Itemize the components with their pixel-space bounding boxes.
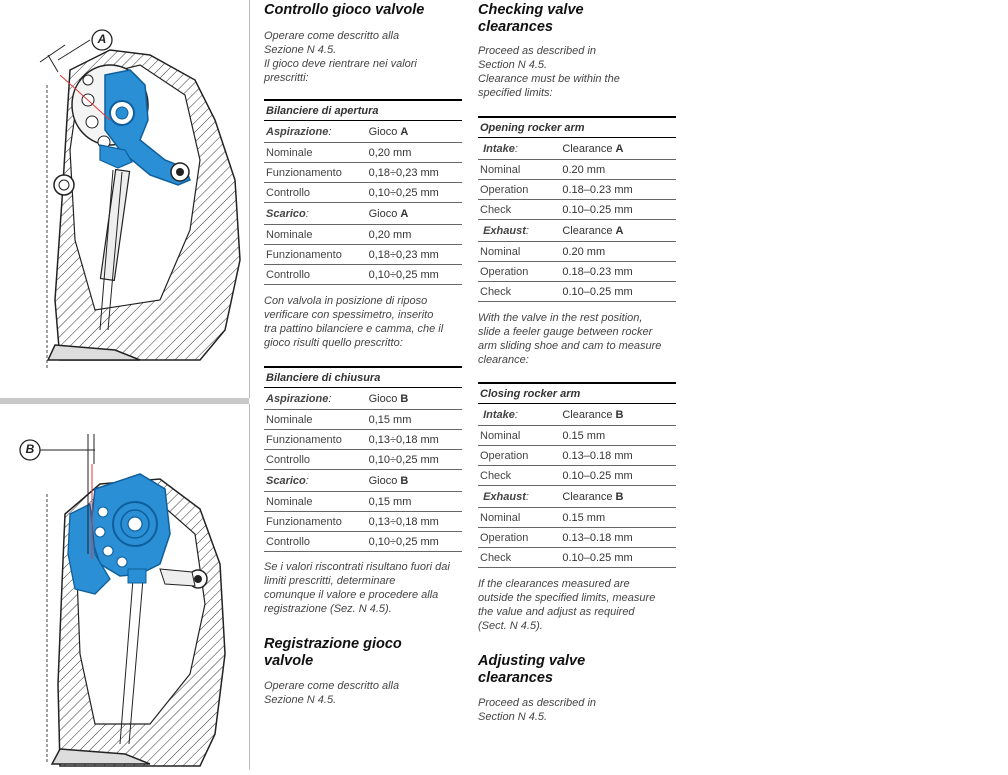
table-row: Controllo 0,10÷0,25 mm: [264, 532, 462, 552]
table-title: Closing rocker arm: [478, 383, 676, 404]
group-label: Exhaust:: [478, 220, 560, 242]
en-closing-table: [478, 382, 676, 568]
table-row: Nominale 0,15 mm: [264, 492, 462, 512]
clearance-label: Gioco A: [367, 121, 462, 143]
table-row: Check 0.10–0.25 mm: [478, 466, 676, 486]
en-intro-line: specified limits:: [478, 87, 553, 99]
en-title1-line: Checking valve: [478, 2, 584, 18]
table-row: Operation 0.13–0.18 mm: [478, 446, 676, 466]
clearance-label: Clearance B: [560, 486, 676, 508]
group-label: Aspirazione:: [264, 121, 367, 143]
en-title-checking: [478, 2, 678, 36]
table-row: Controllo 0,10÷0,25 mm: [264, 183, 462, 203]
table-title: Bilanciere di chiusura: [264, 367, 462, 388]
it-end-line: Operare come descritto alla: [264, 680, 400, 692]
en-after-line: outside the specified limits, measure: [478, 592, 656, 604]
clearance-label: Gioco A: [367, 203, 462, 225]
closing-rocker-diagram: [0, 404, 249, 770]
illustration-opening-rocker: [0, 0, 250, 398]
table-row: Nominale 0,15 mm: [264, 410, 462, 430]
table-row: Nominal 0.20 mm: [478, 242, 676, 262]
clearance-label: Gioco B: [367, 470, 462, 492]
en-title-adjusting: [478, 653, 678, 687]
clearance-label: Clearance A: [560, 138, 676, 160]
it-mid-line: verificare con spessimetro, inserito: [264, 309, 434, 321]
it-title-checking: Controllo gioco valvole: [264, 2, 425, 18]
group-label: Intake:: [478, 138, 560, 160]
it-measure-text: [264, 294, 469, 350]
en-title2-line: Adjusting valve: [478, 653, 586, 669]
table-row: Nominal 0.15 mm: [478, 508, 676, 528]
en-after-line: (Sect. N 4.5).: [478, 620, 543, 632]
table-row: Funzionamento 0,18÷0,23 mm: [264, 163, 462, 183]
en-end-line: Section N 4.5.: [478, 711, 548, 723]
table-row: Funzionamento 0,13÷0,18 mm: [264, 430, 462, 450]
group-label: Scarico:: [264, 203, 367, 225]
table-row: Funzionamento 0,18÷0,23 mm: [264, 245, 462, 265]
en-mid-line: clearance:: [478, 354, 529, 366]
table-row: Check 0.10–0.25 mm: [478, 200, 676, 220]
en-intro: [478, 44, 678, 100]
en-intro-line: Proceed as described in: [478, 45, 597, 57]
clearance-label: Clearance A: [560, 220, 676, 242]
it-title-adjusting: [264, 636, 464, 670]
it-after-line: limiti prescritti, determinare: [264, 575, 396, 587]
illustration-closing-rocker: [0, 404, 250, 770]
table-row: Check 0.10–0.25 mm: [478, 548, 676, 568]
en-mid-line: With the valve in the rest position,: [478, 312, 643, 324]
it-end-line: Sezione N 4.5.: [264, 694, 337, 706]
en-measure-text: [478, 311, 683, 367]
it-opening-table: [264, 99, 462, 285]
it-end-text: [264, 679, 464, 707]
en-opening-table: [478, 116, 676, 302]
table-row: Nominale 0,20 mm: [264, 225, 462, 245]
group-label: Aspirazione:: [264, 388, 367, 410]
table-row: Funzionamento 0,13÷0,18 mm: [264, 512, 462, 532]
it-after-line: comunque il valore e procedere alla: [264, 589, 439, 601]
callout-label-a: A: [97, 32, 107, 46]
it-intro-line: prescritti:: [264, 72, 309, 84]
it-title2-line: Registrazione gioco: [264, 636, 402, 652]
group-label: Intake:: [478, 404, 560, 426]
en-title1-line: clearances: [478, 19, 553, 35]
it-mid-line: Con valvola in posizione di riposo: [264, 295, 428, 307]
table-row: Controllo 0,10÷0,25 mm: [264, 265, 462, 285]
it-intro-line: Il gioco deve rientrare nei valori: [264, 58, 417, 70]
en-intro-line: Section N 4.5.: [478, 59, 548, 71]
opening-rocker-diagram: [0, 0, 249, 398]
group-label: Scarico:: [264, 470, 367, 492]
it-closing-table: [264, 366, 462, 552]
en-after-text: [478, 577, 683, 633]
table-row: Nominale 0,20 mm: [264, 143, 462, 163]
it-intro-line: Sezione N 4.5.: [264, 44, 337, 56]
en-title2-line: clearances: [478, 670, 553, 686]
it-intro: [264, 29, 464, 85]
it-after-text: [264, 560, 469, 616]
table-row: Operation 0.18–0.23 mm: [478, 262, 676, 282]
clearance-label: Clearance B: [560, 404, 676, 426]
en-end-line: Proceed as described in: [478, 697, 597, 709]
en-mid-line: slide a feeler gauge between rocker: [478, 326, 653, 338]
en-after-line: If the clearances measured are: [478, 578, 630, 590]
table-row: Nominal 0.20 mm: [478, 160, 676, 180]
en-after-line: the value and adjust as required: [478, 606, 635, 618]
it-intro-line: Operare come descritto alla: [264, 30, 400, 42]
en-end-text: [478, 696, 678, 724]
it-after-line: Se i valori riscontrati risultano fuori dai: [264, 561, 450, 573]
table-row: Controllo 0,10÷0,25 mm: [264, 450, 462, 470]
table-title: Bilanciere di apertura: [264, 100, 462, 121]
it-mid-line: tra pattino bilanciere e camma, che il: [264, 323, 444, 335]
en-mid-line: arm sliding shoe and cam to measure: [478, 340, 662, 352]
table-row: Check 0.10–0.25 mm: [478, 282, 676, 302]
table-row: Operation 0.18–0.23 mm: [478, 180, 676, 200]
en-intro-line: Clearance must be within the: [478, 73, 620, 85]
table-title: Opening rocker arm: [478, 117, 676, 138]
group-label: Exhaust:: [478, 486, 560, 508]
clearance-label: Gioco B: [367, 388, 462, 410]
it-title2-line: valvole: [264, 653, 314, 669]
callout-label-b: B: [25, 442, 35, 456]
it-after-line: registrazione (Sez. N 4.5).: [264, 603, 392, 615]
table-row: Operation 0.13–0.18 mm: [478, 528, 676, 548]
table-row: Nominal 0.15 mm: [478, 426, 676, 446]
it-mid-line: gioco risulti quello prescritto:: [264, 337, 403, 349]
